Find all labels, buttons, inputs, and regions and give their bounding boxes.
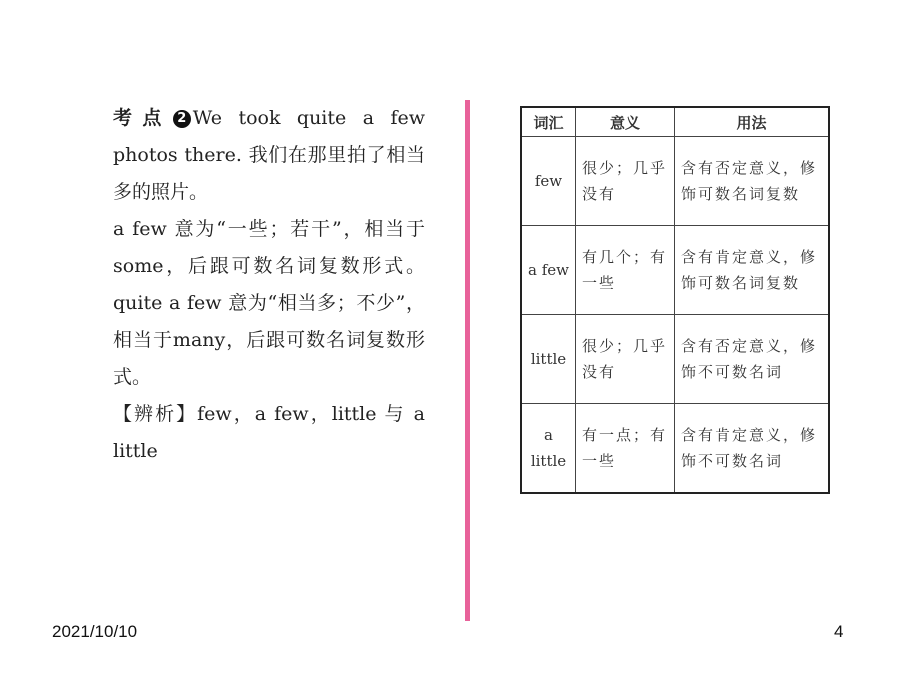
- example-sentence: We took quite a few photos there. 我们在那里拍了相当多的照片。: [113, 107, 425, 203]
- explanation-text: [113, 100, 425, 470]
- kaodian-paragraph: [113, 100, 425, 211]
- meaning-cell: 有一点；有一些: [576, 403, 675, 493]
- meaning-cell: 很少；几乎没有: [576, 314, 675, 403]
- header-cell-meaning: 意义: [576, 107, 675, 137]
- word-cell: a little: [521, 403, 576, 493]
- meaning-cell: 有几个；有一些: [576, 225, 675, 314]
- vertical-divider: [465, 100, 470, 621]
- page-number: 4: [834, 622, 844, 641]
- table-row: [521, 225, 829, 314]
- usage-cell: 含有肯定意义，修饰不可数名词: [675, 403, 830, 493]
- bianxi-paragraph: [113, 396, 425, 470]
- word-cell: few: [521, 137, 576, 226]
- word-cell: little: [521, 314, 576, 403]
- usage-cell: 含有否定意义，修饰不可数名词: [675, 314, 830, 403]
- header-cell-usage: 用法: [675, 107, 830, 137]
- table-row: [521, 137, 829, 226]
- vocabulary-table: [520, 106, 830, 494]
- footer-date: 2021/10/10: [52, 622, 138, 641]
- usage-cell: 含有否定意义，修饰可数名词复数: [675, 137, 830, 226]
- a-few-explanation: a few 意为“一些；若干”，相当于some，后跟可数名词复数形式。quite a few 意为“相当多；不少”，相当于many，后跟可数名词复数形式。: [113, 218, 425, 388]
- bianxi-text: few，a few，little 与 a little: [113, 403, 425, 462]
- table-row: [521, 403, 829, 493]
- table-header-row: [521, 107, 829, 137]
- kaodian-number-badge: 2: [173, 110, 191, 128]
- bianxi-label: 【辨析】: [113, 403, 198, 425]
- table-row: [521, 314, 829, 403]
- meaning-cell: 很少；几乎没有: [576, 137, 675, 226]
- kaodian-label: 考点: [113, 107, 172, 129]
- usage-cell: 含有肯定意义，修饰可数名词复数: [675, 225, 830, 314]
- word-cell: a few: [521, 225, 576, 314]
- header-cell-word: 词汇: [521, 107, 576, 137]
